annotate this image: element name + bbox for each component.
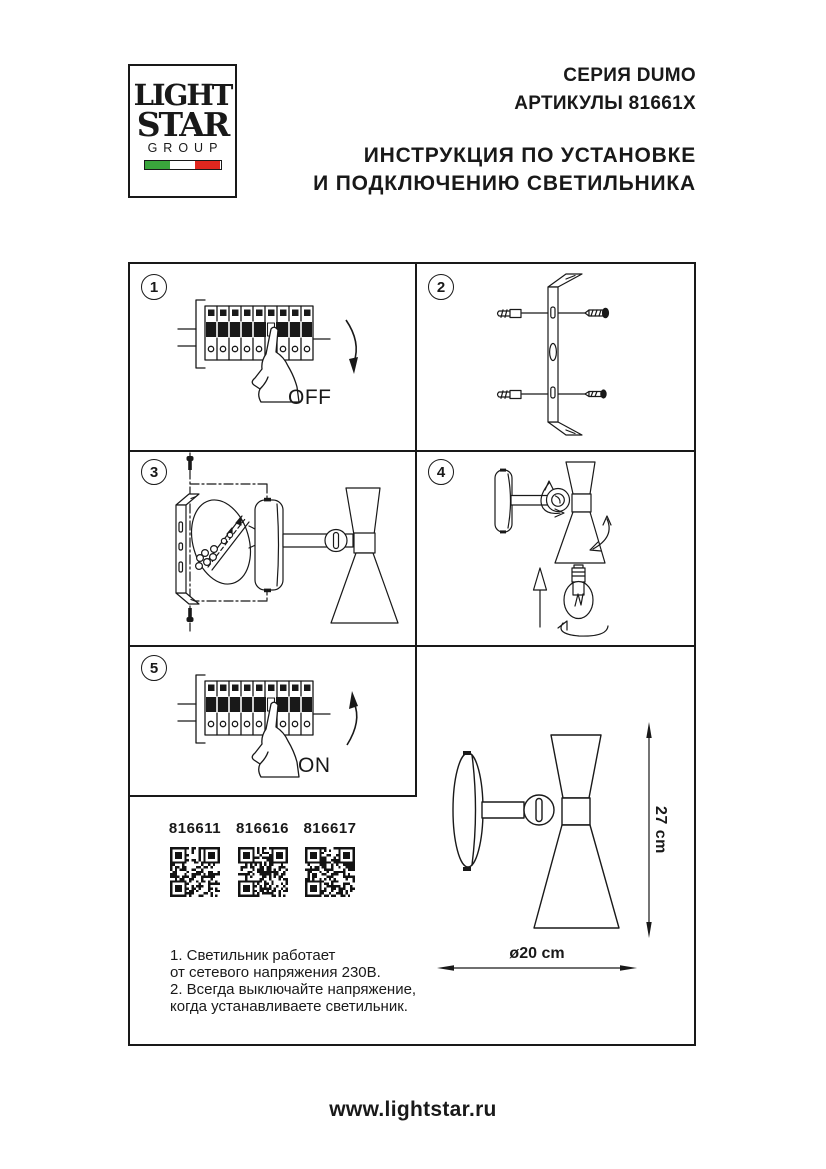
document-header [313, 62, 696, 198]
flag-green-segment [145, 161, 170, 169]
logo-text-group: GROUP [147, 141, 224, 155]
lightstar-logo [128, 64, 237, 198]
article-number: 816617 [303, 820, 357, 837]
step-3-badge: 3 [141, 459, 167, 485]
diameter-dimension-label: ø20 cm [509, 945, 565, 962]
on-label: ON [298, 754, 331, 777]
grid-divider [130, 795, 415, 797]
step-2-badge: 2 [428, 274, 454, 300]
off-label: OFF [288, 386, 332, 409]
step-4-badge: 4 [428, 459, 454, 485]
safety-notes [170, 947, 420, 1015]
logo-text-light: LIGHT [133, 78, 232, 112]
step-5-badge: 5 [141, 655, 167, 681]
instruction-title-line1: ИНСТРУКЦИЯ ПО УСТАНОВКЕ [363, 144, 696, 167]
flag-white-segment [170, 161, 195, 169]
step-1-breaker-off-illustration [128, 262, 415, 450]
step-1-badge: 1 [141, 274, 167, 300]
note-line: от сетевого напряжения 230В. [170, 964, 381, 981]
qr-code [305, 847, 355, 897]
article-qr-item [305, 820, 355, 897]
step-3-assembly-illustration [128, 450, 415, 645]
logo-text-star: STAR [136, 105, 229, 144]
step-5-breaker-on-illustration [128, 645, 415, 795]
qr-code [170, 847, 220, 897]
height-dimension-label: 27 cm [652, 806, 669, 854]
qr-code [238, 847, 288, 897]
article-number: 816616 [235, 820, 290, 837]
articles-title: АРТИКУЛЫ 81661X [514, 93, 696, 114]
article-qr-item [235, 820, 290, 897]
website-url: www.lightstar.ru [329, 1098, 497, 1121]
note-line: 2. Всегда выключайте напряжение, [170, 981, 417, 998]
note-line: 1. Светильник работает [170, 947, 336, 964]
step-4-lamp-bulb-illustration [415, 450, 696, 645]
italian-flag-stripe [144, 160, 222, 170]
article-qr-item [170, 820, 220, 897]
series-title: СЕРИЯ DUMO [563, 65, 696, 86]
article-qr-section [170, 820, 355, 897]
note-line: когда устанавливаете светильник. [170, 998, 408, 1015]
article-number: 816611 [168, 820, 222, 837]
step-2-bracket-illustration [415, 262, 696, 450]
instruction-title-line2: И ПОДКЛЮЧЕНИЮ СВЕТИЛЬНИКА [313, 172, 696, 195]
flag-red-segment [195, 161, 220, 169]
